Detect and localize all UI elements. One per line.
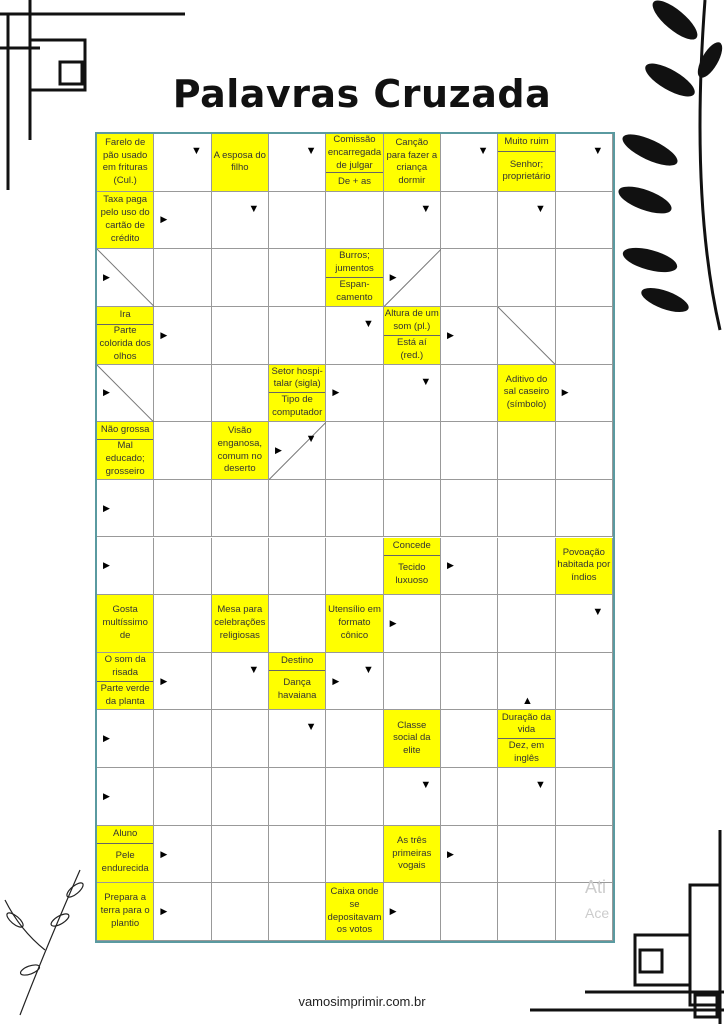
clue-text: De + as [326,172,382,190]
clue-text: Pele endurecida [97,843,153,882]
clue-text: Dança havaiana [269,670,325,709]
clue-text: Gosta multíssimo de [102,604,148,641]
grid-cell[interactable] [441,710,498,768]
clue-text: Espan-camento [326,277,382,306]
grid-cell[interactable] [384,653,441,711]
grid-cell[interactable] [154,422,211,480]
grid-cell[interactable] [269,307,326,365]
diagonal-divider [498,307,555,365]
arrow-right-icon: ▶ [332,387,340,398]
clue-text: Burros; jumentos [335,250,374,275]
arrow-right-icon: ▶ [389,272,397,283]
clue-cell [97,883,153,940]
grid-cell[interactable] [556,422,613,480]
leaf-branch-top-right [610,0,724,340]
clue-text: Comissão encarregada de julgar [327,134,382,171]
clue-text: Tipo de computador [269,392,325,421]
clue-text: Ira [119,309,131,321]
arrow-down-icon: ▼ [363,317,374,330]
clue-cell [384,538,440,595]
grid-cell[interactable] [498,480,555,538]
grid-cell[interactable] [556,307,613,365]
clue-cell [326,883,382,940]
grid-cell[interactable] [212,826,269,884]
grid-cell[interactable] [441,422,498,480]
clue-text: Concede [392,539,431,551]
page-title: Palavras Cruzada [172,72,552,116]
grid-cell[interactable] [154,134,211,192]
arrow-right-icon: ▶ [160,214,168,225]
grid-cell[interactable] [384,422,441,480]
grid-cell[interactable] [441,192,498,250]
grid-cell[interactable] [556,768,613,826]
grid-cell[interactable] [212,307,269,365]
arrow-up-icon: ▲ [522,695,533,708]
grid-cell[interactable] [326,192,383,250]
arrow-down-icon: ▼ [420,202,432,215]
clue-cell [97,595,153,652]
grid-cell[interactable] [498,595,555,653]
grid-cell[interactable] [384,192,441,250]
arrow-right-icon: ▶ [160,329,168,340]
grid-cell[interactable] [212,365,269,423]
grid-cell[interactable] [269,134,326,192]
clue-cell [269,653,325,710]
crossword-grid [95,132,615,943]
clue-text: O som da risada [104,653,146,678]
grid-cell[interactable] [269,883,326,941]
clue-text: As três primeiras vogais [392,834,432,872]
arrow-right-icon: ▶ [103,502,110,513]
grid-cell[interactable] [326,480,383,538]
arrow-right-icon: ▶ [160,675,168,686]
grid-cell[interactable] [269,595,326,653]
clue-cell [556,538,612,595]
grid-cell[interactable] [441,768,498,826]
grid-cell[interactable] [154,249,211,307]
grid-cell[interactable] [498,538,555,596]
clue-text: Tecido luxuoso [384,555,440,594]
watermark-line-1: Ati [585,877,607,897]
grid-cell[interactable] [498,826,555,884]
grid-cell[interactable] [269,192,326,250]
grid-cell[interactable] [269,768,326,826]
grid-cell[interactable] [384,768,441,826]
arrow-right-icon: ▶ [160,906,168,917]
grid-cell[interactable] [212,653,269,711]
clue-cell [384,826,440,883]
grid-cell[interactable] [384,480,441,538]
grid-cell[interactable] [154,480,211,538]
arrow-right-icon: ▶ [103,790,110,801]
arrow-down-icon: ▼ [248,202,260,215]
grid-cell[interactable] [498,249,555,307]
grid-cell[interactable] [212,480,269,538]
clue-text: Aditivo do sal caseiro (símbolo) [503,373,550,411]
grid-cell[interactable] [556,710,613,768]
arrow-right-icon: ▶ [103,387,110,398]
grid-cell[interactable] [326,422,383,480]
arrow-right-icon: ▶ [447,329,454,340]
clue-text: Altura de um som (pl.) [384,308,439,332]
grid-cell[interactable] [556,595,613,653]
clue-text: Caixa onde se depositavam os votos [327,886,382,936]
clue-cell [384,134,440,191]
clue-text: Classe social da elite [393,719,431,757]
arrow-down-icon: ▼ [305,145,317,157]
grid-cell[interactable] [269,826,326,884]
grid-cell[interactable] [441,653,498,711]
arrow-right-icon: ▶ [103,560,110,571]
clue-text: Visão enganosa, comum no deserto [217,424,262,475]
clue-text: Prepara a terra para o plantio [100,892,150,930]
arrow-down-icon: ▼ [191,145,202,157]
clue-cell [212,422,268,479]
clue-text: Parte colorida dos olhos [97,324,153,363]
arrow-down-icon: ▼ [248,663,260,676]
clue-text: Taxa paga pelo uso do cartão de crédito [100,194,150,244]
arrow-down-icon: ▼ [477,145,489,157]
clue-cell [97,653,153,710]
grid-cell[interactable] [326,307,383,365]
clue-cell [498,710,554,767]
clue-text: Utensílio em formato cônico [328,604,381,641]
arrow-right-icon: ▶ [103,733,110,744]
clue-cell [97,134,153,191]
clue-cell [97,192,153,249]
grid-cell[interactable] [154,538,211,596]
watermark-line-2: Ace [585,905,610,921]
clue-text: Não grossa [100,424,150,436]
arrow-right-icon: ▶ [389,906,397,917]
clue-cell [498,365,554,422]
clue-cell [326,249,382,306]
arrow-right-icon: ▶ [160,848,168,859]
grid-cell[interactable] [384,365,441,423]
grid-cell[interactable] [556,480,613,538]
arrow-right-icon: ▶ [332,675,340,686]
arrow-down-icon: ▼ [305,433,317,446]
grid-cell[interactable] [498,883,555,941]
grid-cell[interactable] [212,192,269,250]
grid-cell[interactable] [269,480,326,538]
grid-cell[interactable] [441,883,498,941]
clue-text: Mesa para celebrações religiosas [214,604,266,641]
arrow-right-icon: ▶ [103,272,110,283]
arrow-right-icon: ▶ [561,387,569,398]
grid-cell[interactable] [441,134,498,192]
grid-cell[interactable] [212,538,269,596]
grid-cell[interactable] [326,826,383,884]
arrow-right-icon: ▶ [389,617,397,628]
arrow-down-icon: ▼ [420,375,432,388]
clue-text: Mal educado; grosseiro [97,439,153,478]
arrow-down-icon: ▼ [592,606,604,619]
footer-site: vamosimprimir.com.br [298,994,426,1009]
arrow-right-icon: ▶ [447,560,454,571]
grid-cell[interactable] [269,249,326,307]
clue-cell [384,710,440,767]
grid-cell[interactable] [326,710,383,768]
clue-text: A esposa do filho [213,149,266,174]
arrow-down-icon: ▼ [363,663,374,676]
grid-cell[interactable] [441,365,498,423]
clue-text: Dez, em inglês [498,738,554,767]
clue-cell [326,595,382,652]
clue-text: Duração da vida [501,711,552,736]
grid-cell[interactable] [441,249,498,307]
clue-text: Aluno [113,827,138,839]
grid-cell[interactable] [154,710,211,768]
grid-cell[interactable] [154,768,211,826]
clue-text: Farelo de pão usado em frituras (Cul.) [102,136,148,187]
clue-text: Está aí (red.) [384,335,440,364]
arrow-down-icon: ▼ [420,779,432,792]
grid-cell[interactable] [556,653,613,711]
clue-cell [97,826,153,883]
grid-cell[interactable] [498,422,555,480]
clue-cell [326,134,382,191]
grid-cell[interactable] [441,480,498,538]
clue-cell [498,134,554,191]
clue-text: Destino [281,655,314,666]
clue-cell [97,422,153,479]
grid-cell[interactable] [326,538,383,596]
clue-text: Canção para fazer a criança dormir [386,136,438,187]
grid-cell[interactable] [212,883,269,941]
grid-cell[interactable] [154,365,211,423]
clue-cell [269,365,325,422]
grid-cell[interactable] [154,595,211,653]
clue-text: Senhor; proprietário [498,151,554,190]
clue-cell [384,307,440,364]
arrow-right-icon: ▶ [275,445,282,456]
arrow-down-icon: ▼ [592,145,604,157]
grid-cell[interactable] [269,538,326,596]
grid-cell[interactable] [556,192,613,250]
grid-cell[interactable] [498,192,555,250]
grid-cell[interactable] [212,249,269,307]
arrow-right-icon: ▶ [447,848,454,859]
grid-cell[interactable] [556,134,613,192]
clue-text: Povoação habitada por índios [557,546,611,584]
grid-cell[interactable] [212,768,269,826]
arrow-down-icon: ▼ [535,202,546,215]
grid-cell[interactable] [326,768,383,826]
clue-text: Parte verde da planta [97,681,153,710]
grid-cell[interactable] [498,768,555,826]
clue-cell [212,134,268,191]
grid-cell[interactable] [556,249,613,307]
grid-cell[interactable] [556,826,613,884]
clue-text: Setor hospi-talar (sigla) [271,365,323,390]
grid-cell[interactable] [269,710,326,768]
clue-text: Muito ruim [504,136,549,148]
arrow-down-icon: ▼ [305,721,317,734]
clue-cell [212,595,268,652]
arrow-down-icon: ▼ [535,779,546,792]
clue-cell [97,307,153,364]
grid-cell[interactable] [212,710,269,768]
grid-cell[interactable] [441,595,498,653]
